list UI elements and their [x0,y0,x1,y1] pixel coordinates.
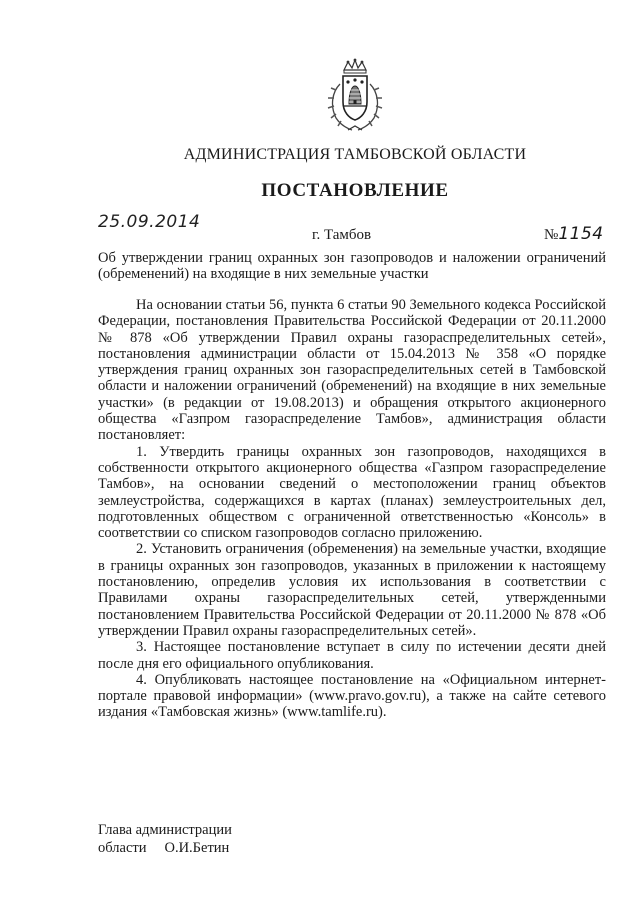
item-3-paragraph: 3. Настоящее постановление вступает в силу по истечении десяти дней после дня его официального опубликования. [98,639,606,672]
signatory-title-line2 [98,839,232,857]
preamble-paragraph: На основании статьи 56, пункта 6 статьи 90 Земельного кодекса Российской Федерации, постановления Правительства Российской Федерации от 20.11.2000 № 878 «Об утверждении Правил охраны газораспределительных сетей», постановления администрации области от 15.04.2013 № 358 «О порядке утверждения границ охранных зон газораспределительных сетей в Тамбовской области и наложении ограничений (обременений) на входящие в них земельные участки» (в редакции от 19.08.2013) и обращения открытого акционерного общества «Газпром газораспределение Тамбов», администрация области постановляет: [98,297,606,444]
item-4-paragraph: 4. Опубликовать настоящее постановление на «Официальном интернет-портале правовой информации» (www.pravo.gov.ru), а также на сайте сетевого издания «Тамбовская жизнь» (www.tamlife.ru). [98,671,606,721]
signatory-name: О.И.Бетин [164,840,230,856]
item-1-paragraph: 1. Утвердить границы охранных зон газопроводов, находящихся в собственности открытого акционерного общества «Газпром газораспределение Тамбов», на основании сведений о местоположении границ объектов землеустройства, содержащихся в картах (планах) землеустроительных дел, подготовленных обществом с ограниченной ответственностью «Консоль» в соответствии со списком газопроводов согласно приложению. [98,443,606,542]
item-2-paragraph: 2. Установить ограничения (обременения) на земельные участки, входящие в границы охранных зон газопроводов, указанных в приложении к настоящему постановлению, определив условия их использования в соответствии с Правилами охраны газораспределительных сетей, утвержденными постановлением Правительства Российской Федерации от 20.11.2000 № 878 «Об утверждении Правил охраны газораспределительных сетей». [98,541,606,639]
signatory-title-line2-text: области [98,840,147,856]
document-subject: Об утверждении границ охранных зон газопроводов и наложении ограничений (обременений) на входящие в них земельные участки [98,250,606,282]
signatory-title-line1: Глава администрации [98,822,232,838]
document-date: 25.09.2014 [98,212,201,232]
signature-block [98,821,232,857]
document-type-title: ПОСТАНОВЛЕНИЕ [261,180,449,201]
document-city: г. Тамбов [312,227,372,243]
organization-title: АДМИНИСТРАЦИЯ ТАМБОВСКОЙ ОБЛАСТИ [183,146,527,163]
document-number-value: 1154 [558,224,604,244]
document-number-prefix: № [544,227,559,243]
tambov-coat-of-arms-icon [322,56,388,136]
document-body [98,297,606,721]
document-number [544,224,604,244]
